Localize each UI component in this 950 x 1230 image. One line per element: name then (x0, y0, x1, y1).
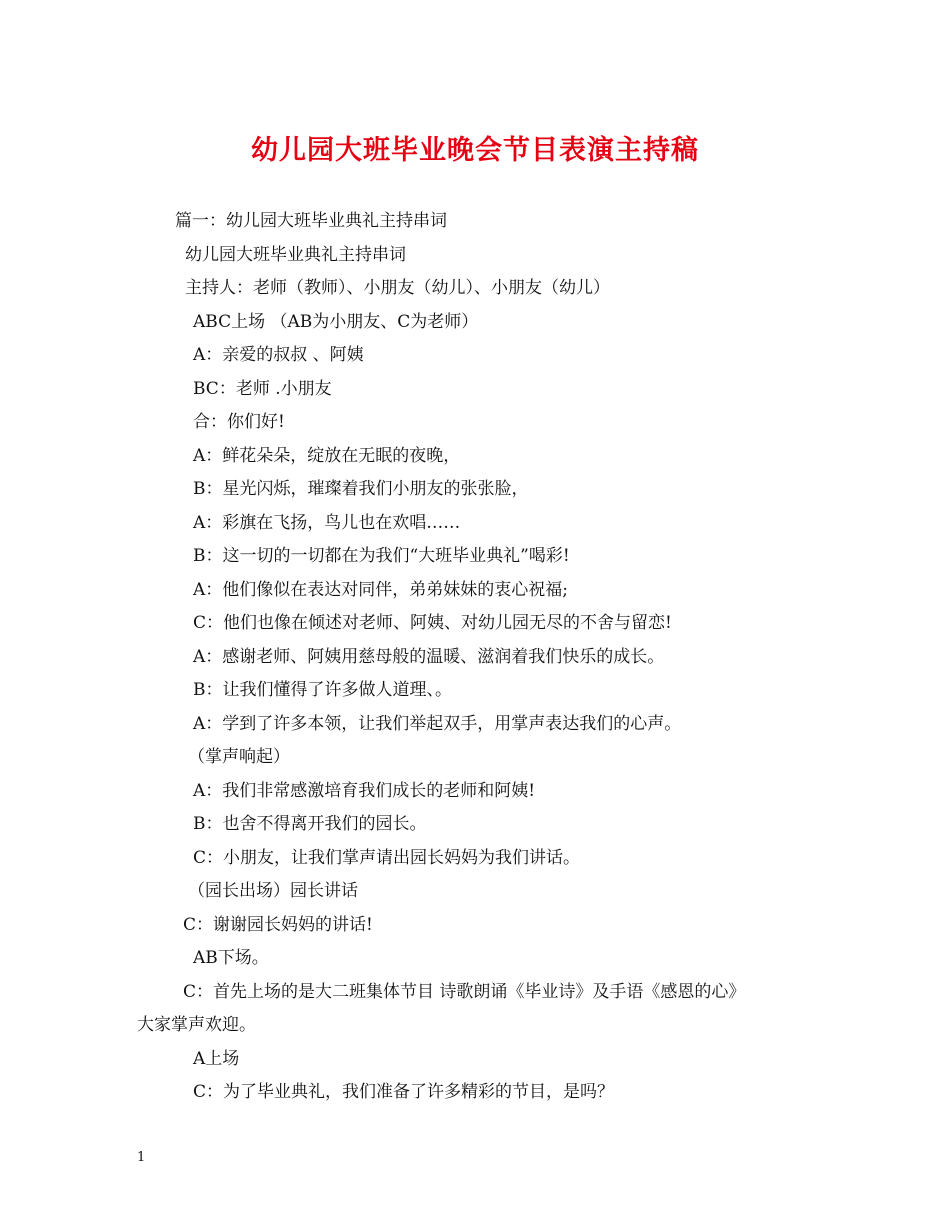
text-line: A：亲爱的叔叔 、阿姨 (193, 345, 364, 365)
page-number: 1 (137, 1150, 146, 1165)
text-line: B：这一切的一切都在为我们“大班毕业典礼”喝彩! (193, 546, 570, 566)
text-line: ABC上场 （AB为小朋友、C为老师） (193, 312, 479, 332)
text-line: （园长出场）园长讲话 (188, 881, 358, 901)
text-line: A：我们非常感激培育我们成长的老师和阿姨! (193, 781, 536, 801)
text-line: （掌声响起） (188, 747, 290, 767)
text-line: 幼儿园大班毕业典礼主持串词 (185, 245, 406, 265)
text-line: C：为了毕业典礼，我们准备了许多精彩的节目，是吗？ (193, 1082, 615, 1102)
text-line: 合：你们好! (193, 412, 285, 432)
text-line: A：感谢老师、阿姨用慈母般的温暖、滋润着我们快乐的成长。 (193, 647, 665, 667)
text-line: C：他们也像在倾述对老师、阿姨、对幼儿园无尽的不舍与留恋! (193, 613, 672, 633)
text-line: A：学到了许多本领，让我们举起双手，用掌声表达我们的心声。 (193, 714, 682, 734)
text-line: AB下场。 (193, 948, 269, 968)
text-line: A：彩旗在飞扬，鸟儿也在欢唱…… (193, 513, 461, 533)
text-line: C：首先上场的是大二班集体节目 诗歌朗诵《毕业诗》及手语《感恩的心》 (183, 982, 746, 1002)
document-title: 幼儿园大班毕业晚会节目表演主持稿 (251, 135, 699, 166)
text-line: 主持人：老师（教师）、小朋友（幼儿）、小朋友（幼儿） (185, 278, 610, 298)
text-line: C：小朋友，让我们掌声请出园长妈妈为我们讲话。 (193, 848, 581, 868)
text-line: B：星光闪烁，璀璨着我们小朋友的张张脸， (193, 479, 529, 499)
text-line: 篇一：幼儿园大班毕业典礼主持串词 (175, 211, 447, 231)
text-line: 大家掌声欢迎。 (137, 1015, 256, 1035)
text-line: A上场 (193, 1049, 240, 1069)
text-line: A：鲜花朵朵，绽放在无眠的夜晚， (193, 446, 461, 466)
text-line: BC：老师 .小朋友 (193, 379, 332, 399)
text-line: A：他们像似在表达对同伴，弟弟妹妹的衷心祝福; (193, 580, 569, 600)
text-line: C：谢谢园长妈妈的讲话! (183, 915, 373, 935)
text-line: B：也舍不得离开我们的园长。 (193, 814, 427, 834)
text-line: B：让我们懂得了许多做人道理、。 (193, 680, 452, 700)
